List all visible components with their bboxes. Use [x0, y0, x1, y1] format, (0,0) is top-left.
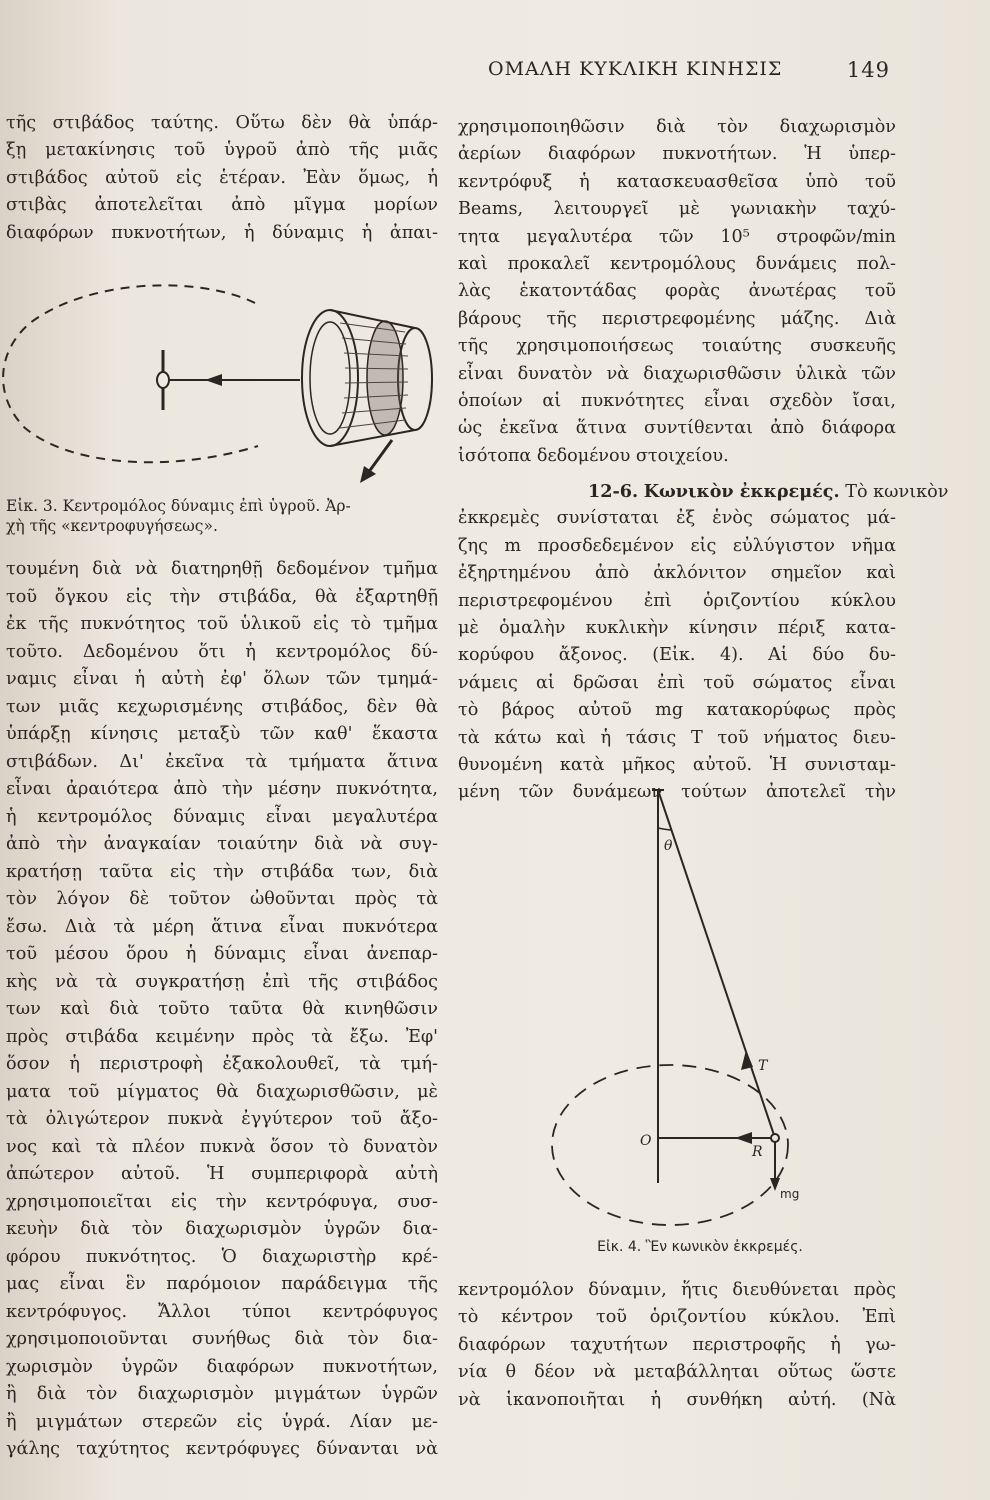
- text-line: ὁποίων αἱ πυκνότητες εἶναι σχεδὸν ἴσαι,: [458, 390, 896, 411]
- right-column-bottom-text: [458, 1277, 896, 1414]
- text-line: διαφόρων πυκνοτήτων, ἡ δύναμις ἡ ἀπαι-: [6, 222, 438, 243]
- liquid-layer: [367, 321, 403, 435]
- text-line: εἶναι δυνατὸν νὰ διαχωρισθῶσιν ὑλικὰ τῶν: [458, 363, 896, 384]
- text-line: τουμένη διὰ νὰ διατηρηθῇ δεδομένον τμῆμα: [6, 559, 438, 579]
- text-line: ἢ διὰ τὸν διαχωρισμὸν μιγμάτων ὑγρῶν: [6, 1384, 438, 1404]
- dashed-orbit-path: [3, 285, 258, 462]
- text-line: περιστρεφομένου ἐπὶ ὁριζοντίου κύκλου: [458, 590, 896, 611]
- text-line: τητα μεγαλυτέρα τῶν 10⁵ στροφῶν/min: [458, 226, 896, 247]
- text-line: τὸν λόγον δὲ τοῦτον ὠθοῦνται πρὸς τὰ: [6, 889, 438, 909]
- text-line: μὲ ὁμαλὴν κυκλικὴν κίνησιν πέριξ κατα-: [458, 618, 896, 639]
- text-line: ξῃ μετακίνησις τοῦ ὑγροῦ ἀπὸ τῆς μιᾶς: [6, 140, 438, 161]
- text-line: τῆς στιβάδος ταύτης. Οὕτω δὲν θὰ ὑπάρ-: [6, 113, 438, 133]
- caption-line: Εἰκ. 3. Κεντρομόλος δύναμις ἐπὶ ὑγροῦ. Ἀρ-: [6, 497, 351, 515]
- caption-line: χὴ τῆς «κεντροφυγήσεως».: [6, 517, 218, 535]
- tension-arrow-head: [741, 1050, 753, 1070]
- text-line: εἶναι ἀραιότερα ἀπὸ τὴν μέσην πυκνότητα,: [6, 779, 438, 799]
- text-line: στιβὰς ἀποτελεῖται ἀπὸ μῖγμα μορίων: [6, 195, 438, 216]
- text-line: κεντρόφυγος. Ἄλλοι τύποι κεντρόφυγος: [6, 1301, 438, 1322]
- text-line: καὶ προκαλεῖ κεντρομόλους δυνάμεις πολ-: [458, 253, 896, 274]
- text-line: τοῦτο. Δεδομένου ὅτι ἡ κεντρομόλος δύ-: [6, 641, 438, 662]
- text-line: κεντρομόλον δύναμιν, ἥτις διευθύνεται πρὸς: [458, 1280, 896, 1300]
- text-line: ζης m προσδεδεμένον εἰς εὐλύγιστον νῆμα: [458, 535, 896, 556]
- radius-label: R: [752, 1144, 763, 1160]
- text-line: λὰς ἑκατοντάδας φορὰς ἀνωτέρας τοῦ: [458, 281, 896, 302]
- figure-4-conical-pendulum: [520, 778, 880, 1228]
- text-line: χωρισμὸν ὑγρῶν διαφόρων πυκνοτήτων,: [6, 1356, 438, 1377]
- figure-4-caption: Εἰκ. 4. Ἓν κωνικὸν ἐκκρεμές.: [597, 1239, 803, 1255]
- radius-arrow-head: [735, 1132, 752, 1144]
- text-line: ἀπώτερον αὐτοῦ. Ἡ συμπεριφορὰ αὐτὴ: [6, 1164, 438, 1184]
- text-line: τοῦ μέσου ὅρου ἡ δύναμις εἶναι ἀνεπαρ-: [6, 944, 438, 964]
- text-line: ἡ κεντρομόλος δύναμις εἶναι μεγαλυτέρα: [6, 806, 438, 827]
- text-line: τὸ κέντρον τοῦ ὁριζοντίου κύκλου. Ἐπὶ: [458, 1307, 896, 1328]
- text-line: τὸ βάρος αὐτοῦ mg κατακορύφως πρὸς: [458, 700, 896, 721]
- weight-label: mg: [780, 1187, 800, 1201]
- bob: [771, 1134, 779, 1142]
- text-line: κὴς νὰ τὰ συγκρατήσῃ ἐπὶ τῆς στιβάδος: [6, 971, 438, 992]
- section-title: Κωνικὸν ἐκκρεμές.: [643, 481, 840, 503]
- text-line: ἢ μιγμάτων στερεῶν εἰς ὑγρά. Λίαν με-: [6, 1411, 438, 1432]
- text-line: νία θ δέον νὰ μεταβάλληται οὕτως ὥστε: [458, 1362, 896, 1383]
- text-line: διαφόρων ταχυτήτων περιστροφῆς ἡ γω-: [458, 1334, 896, 1355]
- text-line: τοῦ ὄγκου εἰς τὴν στιβάδα, θὰ ἐξαρτηθῇ: [6, 586, 438, 607]
- section-number: 12-6.: [588, 481, 639, 503]
- text-line: μας εἶναι ἓν παρόμοιον παράδειγμα τῆς: [6, 1274, 438, 1294]
- right-column-top-text: [458, 114, 949, 807]
- text-line: τῆς χρησιμοποιήσεως τοιαύτης συσκευῆς: [458, 336, 896, 357]
- text-line: Τὸ κωνικὸν: [845, 482, 949, 503]
- center-label: O: [640, 1133, 652, 1149]
- figure-3-centrifuge-diagram: [0, 268, 440, 493]
- text-line: τὰ κάτω καὶ ἡ τάσις T τοῦ νήματος διευ-: [458, 727, 896, 748]
- text-line: στιβάδος αὐτοῦ εἰς ἑτέραν. Ἐὰν ὅμως, ἡ: [6, 167, 438, 188]
- left-column-bottom-text: [6, 556, 438, 1464]
- arrow-head: [205, 374, 222, 386]
- page-number: 149: [846, 58, 890, 82]
- tension-label: T: [758, 1058, 768, 1074]
- text-line: των μιᾶς κεχωρισμένης στιβάδος, δὲν θὰ: [6, 696, 438, 717]
- text-line: νος καὶ τὰ πλέον πυκνὰ ὅσον τὸ δυνατὸν: [6, 1136, 438, 1157]
- text-line: Beams, λειτουργεῖ μὲ γωνιακὴν ταχύ-: [458, 199, 896, 220]
- text-line: βάρους τῆς περιστρεφομένης μάζης. Διὰ: [458, 308, 896, 329]
- text-line: των καὶ διὰ τοῦτο ταῦτα θὰ κινηθῶσιν: [6, 999, 438, 1019]
- text-line: ἐξηρτημένου ἀπὸ ἀκλόνιτον σημεῖον καὶ: [458, 563, 896, 584]
- text-line: θυνομένη κατὰ μῆκος αὐτοῦ. Ἡ συνισταμ-: [458, 754, 896, 775]
- text-line: ἀπὸ τὴν ἀναγκαίαν τοιαύτην διὰ νὰ συγ-: [6, 834, 438, 854]
- text-line: κευὴν διὰ τὸν διαχωρισμὸν ὑγρῶν δια-: [6, 1219, 438, 1239]
- text-line: ἐκ τῆς πυκνότητος τοῦ ὑλικοῦ εἰς τὸ τμῆμα: [6, 614, 438, 634]
- text-line: νὰ ἱκανοποιῆται ἡ συνθήκη αὐτή. (Νὰ: [458, 1389, 896, 1410]
- spindle-hub: [157, 372, 169, 388]
- text-line: κρατήσῃ ταῦτα εἰς τὴν στιβάδα των, διὰ: [6, 861, 438, 882]
- text-line: γάλης ταχύτητος κεντρόφυγες δύνανται νὰ: [6, 1439, 438, 1459]
- text-line: μένη τῶν δυνάμεων τούτων ἀποτελεῖ τὴν: [458, 782, 896, 803]
- text-line: ἰσότοπα δεδομένου στοιχείου.: [458, 445, 729, 466]
- running-header: [470, 58, 890, 88]
- motion-arrow: [368, 440, 392, 473]
- text-line: ὡς ἐκεῖνα ἅτινα συντίθενται ἀπὸ διάφορα: [458, 418, 896, 439]
- text-line: ναμις εἶναι ἡ αὐτὴ ἐφ' ὅλων τῶν τμημά-: [6, 669, 438, 689]
- left-column-top-text: [6, 110, 438, 247]
- text-line: ἐκκρεμὲς συνίσταται ἐξ ἑνὸς σώματος μά-: [458, 508, 896, 529]
- text-line: νάμεις αἱ δρῶσαι ἐπὶ τοῦ σώματος εἶναι: [458, 672, 896, 693]
- text-line: χρησιμοποιηθῶσιν διὰ τὸν διαχωρισμὸν: [458, 117, 896, 137]
- bucket-top-edge: [330, 310, 415, 328]
- text-line: ὅσον ἡ περιστροφὴ ἐξακολουθεῖ, τὰ τμή-: [6, 1054, 438, 1074]
- figure-3-caption: [6, 496, 436, 536]
- text-line: ἔσω. Διὰ τὰ μέρη ἅτινα εἶναι πυκνότερα: [6, 916, 438, 937]
- text-line: χρησιμοποιοῦνται συνήθως διὰ τὸν δια-: [6, 1329, 438, 1349]
- chapter-title: ΟΜΑΛΗ ΚΥΚΛΙΚΗ ΚΙΝΗΣΙΣ: [488, 58, 783, 80]
- text-line: στιβάδων. Δι' ἐκεῖνα τὰ τμήματα ἅτινα: [6, 751, 438, 772]
- text-line: ὑπάρξῃ κίνησις μεταξὺ τῶν καθ' ἕκαστα: [6, 724, 438, 744]
- text-line: τὰ ὀλιγώτερον πυκνὰ ἐγγύτερον τοῦ ἄξο-: [6, 1109, 438, 1129]
- text-line: ματα τοῦ μίγματος θὰ διαχωρισθῶσιν, μὲ: [6, 1081, 438, 1102]
- theta-label: θ: [664, 838, 673, 854]
- text-line: κορύφου ἄξονος. (Εἰκ. 4). Αἱ δύο δυ-: [458, 645, 896, 666]
- pendulum-string: [658, 790, 775, 1138]
- text-line: χρησιμοποιεῖται εἰς τὴν κεντρόφυγα, συσ-: [6, 1191, 438, 1212]
- text-line: φόρου πυκνότητος. Ὁ διαχωριστὴρ κρέ-: [6, 1246, 438, 1267]
- text-line: πρὸς στιβάδα κειμένην πρὸς τὰ ἔξω. Ἐφ': [6, 1026, 438, 1047]
- section-heading-line: [458, 478, 949, 505]
- text-line: κεντρόφυξ ἡ κατασκευασθεῖσα ὑπὸ τοῦ: [458, 171, 896, 192]
- text-line: ἀερίων διαφόρων πυκνοτήτων. Ἡ ὑπερ-: [458, 144, 896, 165]
